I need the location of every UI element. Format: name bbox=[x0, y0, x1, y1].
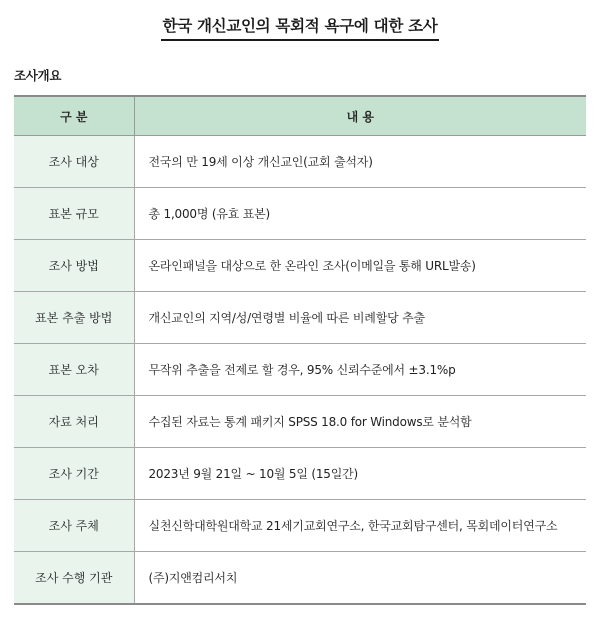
row-category: 조사 방법 bbox=[14, 240, 134, 292]
row-content: 수집된 자료는 통계 패키지 SPSS 18.0 for Windows로 분석함 bbox=[134, 396, 586, 448]
row-category: 조사 기간 bbox=[14, 448, 134, 500]
survey-overview-table bbox=[14, 95, 586, 605]
page-title: 한국 개신교인의 목회적 욕구에 대한 조사 bbox=[161, 14, 440, 41]
row-category: 조사 주체 bbox=[14, 500, 134, 552]
table-row bbox=[14, 292, 586, 344]
title-wrap bbox=[0, 14, 600, 41]
row-content: 2023년 9월 21일 ~ 10월 5일 (15일간) bbox=[134, 448, 586, 500]
row-category: 표본 규모 bbox=[14, 188, 134, 240]
header-category: 구 분 bbox=[14, 96, 134, 136]
table-row bbox=[14, 396, 586, 448]
row-content: 전국의 만 19세 이상 개신교인(교회 출석자) bbox=[134, 136, 586, 188]
table-row bbox=[14, 136, 586, 188]
row-category: 조사 대상 bbox=[14, 136, 134, 188]
row-category: 조사 수행 기관 bbox=[14, 552, 134, 605]
row-content: 개신교인의 지역/성/연령별 비율에 따른 비례할당 추출 bbox=[134, 292, 586, 344]
table-header-row bbox=[14, 96, 586, 136]
table-row bbox=[14, 188, 586, 240]
table-row bbox=[14, 448, 586, 500]
row-category: 표본 추출 방법 bbox=[14, 292, 134, 344]
table-row bbox=[14, 344, 586, 396]
row-content: 실천신학대학원대학교 21세기교회연구소, 한국교회탐구센터, 목회데이터연구소 bbox=[134, 500, 586, 552]
section-label: 조사개요 bbox=[14, 68, 62, 83]
table-row bbox=[14, 552, 586, 605]
table-row bbox=[14, 500, 586, 552]
row-content: (주)지앤컴리서치 bbox=[134, 552, 586, 605]
row-content: 무작위 추출을 전제로 할 경우, 95% 신뢰수준에서 ±3.1%p bbox=[134, 344, 586, 396]
table-row bbox=[14, 240, 586, 292]
row-category: 자료 처리 bbox=[14, 396, 134, 448]
row-content: 온라인패널을 대상으로 한 온라인 조사(이메일을 통해 URL발송) bbox=[134, 240, 586, 292]
row-content: 총 1,000명 (유효 표본) bbox=[134, 188, 586, 240]
header-content: 내 용 bbox=[134, 96, 586, 136]
row-category: 표본 오차 bbox=[14, 344, 134, 396]
